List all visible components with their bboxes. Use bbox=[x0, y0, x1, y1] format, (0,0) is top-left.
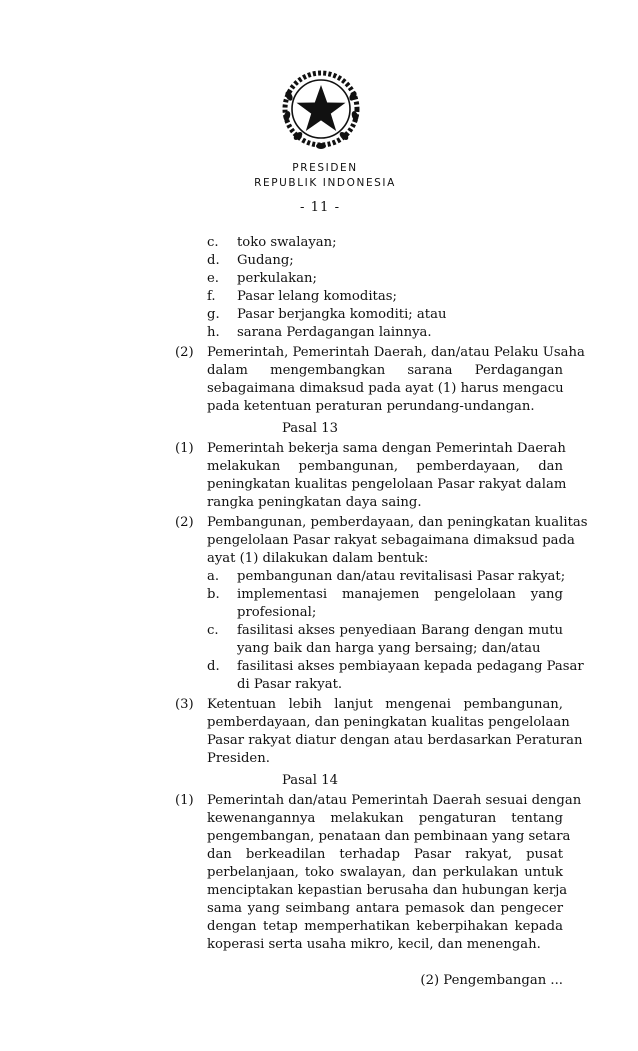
paragraph-label: (2) bbox=[175, 515, 194, 530]
list-item-text: Gudang; bbox=[237, 253, 294, 268]
page-number: - 11 - bbox=[299, 200, 341, 215]
paragraph-line: sebagaimana dimaksud pada ayat (1) harus mengacu bbox=[207, 381, 564, 396]
paragraph-line: dan berkeadilan terhadap Pasar rakyat, pusat bbox=[207, 847, 563, 862]
paragraph-line: pemberdayaan, dan peningkatan kualitas pengelolaan bbox=[207, 715, 570, 730]
paragraph-line: koperasi serta usaha mikro, kecil, dan menengah. bbox=[207, 937, 541, 952]
paragraph-line: ayat (1) dilakukan dalam bentuk: bbox=[207, 551, 429, 566]
paragraph-line: Pembangunan, pemberdayaan, dan peningkatan kualitas bbox=[207, 515, 588, 530]
list-item-label: g. bbox=[207, 307, 220, 322]
list-item-label: h. bbox=[207, 325, 220, 340]
list-item-text: yang baik dan harga yang bersaing; dan/atau bbox=[237, 641, 541, 656]
paragraph-line: dalam mengembangkan sarana Perdagangan bbox=[207, 363, 563, 378]
paragraph-label: (2) bbox=[175, 345, 194, 360]
paragraph-line: pengelolaan Pasar rakyat sebagaimana dimaksud pada bbox=[207, 533, 575, 548]
paragraph-line: perbelanjaan, toko swalayan, dan perkulakan untuk bbox=[207, 865, 563, 880]
state-emblem-icon bbox=[278, 66, 364, 152]
paragraph-line: peningkatan kualitas pengelolaan Pasar rakyat dalam bbox=[207, 477, 567, 492]
paragraph-label: (3) bbox=[175, 697, 194, 712]
list-item-label: a. bbox=[207, 569, 220, 584]
paragraph-line: pada ketentuan peraturan perundang-undangan. bbox=[207, 399, 535, 414]
list-item-label: c. bbox=[207, 623, 219, 638]
list-item-text: implementasi manajemen pengelolaan yang bbox=[237, 587, 563, 602]
paragraph-line: Pemerintah, Pemerintah Daerah, dan/atau Pelaku Usaha bbox=[207, 345, 585, 360]
seal-title-line2: REPUBLIK INDONESIA bbox=[254, 177, 396, 189]
list-item-text: pembangunan dan/atau revitalisasi Pasar rakyat; bbox=[237, 569, 566, 584]
paragraph-line: Presiden. bbox=[207, 751, 270, 766]
seal-title-line1: PRESIDEN bbox=[292, 162, 358, 174]
paragraph-line: pengembangan, penataan dan pembinaan yang setara bbox=[207, 829, 571, 844]
list-item-text: di Pasar rakyat. bbox=[237, 677, 343, 692]
paragraph-label: (1) bbox=[175, 793, 194, 808]
paragraph-line: Pemerintah bekerja sama dengan Pemerintah Daerah bbox=[207, 441, 566, 456]
paragraph-line: Ketentuan lebih lanjut mengenai pembangunan, bbox=[207, 697, 563, 712]
paragraph-line: Pemerintah dan/atau Pemerintah Daerah sesuai dengan bbox=[207, 793, 582, 808]
list-item-text: profesional; bbox=[237, 605, 317, 620]
list-item-label: e. bbox=[207, 271, 219, 286]
list-item-label: f. bbox=[207, 289, 216, 304]
list-item-label: d. bbox=[207, 659, 220, 674]
list-item-label: b. bbox=[207, 587, 220, 602]
list-item-text: fasilitasi akses pembiayaan kepada pedagang Pasar bbox=[237, 659, 584, 674]
list-item-text: fasilitasi akses penyediaan Barang dengan mutu bbox=[237, 623, 563, 638]
paragraph-line: sama yang seimbang antara pemasok dan pengecer bbox=[207, 901, 563, 916]
list-item-text: perkulakan; bbox=[237, 271, 317, 286]
list-item-label: d. bbox=[207, 253, 220, 268]
list-item-text: Pasar lelang komoditas; bbox=[237, 289, 397, 304]
paragraph-line: melakukan pembangunan, pemberdayaan, dan bbox=[207, 459, 563, 474]
article-heading: Pasal 13 bbox=[282, 421, 338, 436]
paragraph-line: menciptakan kepastian berusaha dan hubungan kerja bbox=[207, 883, 568, 898]
list-item-text: Pasar berjangka komoditi; atau bbox=[237, 307, 447, 322]
paragraph-label: (1) bbox=[175, 441, 194, 456]
paragraph-line: dengan tetap memperhatikan keberpihakan kepada bbox=[207, 919, 563, 934]
paragraph-line: rangka peningkatan daya saing. bbox=[207, 495, 422, 510]
list-item-label: c. bbox=[207, 235, 219, 250]
list-item-text: sarana Perdagangan lainnya. bbox=[237, 325, 432, 340]
continuation-note: (2) Pengembangan ... bbox=[420, 973, 563, 988]
paragraph-line: kewenangannya melakukan pengaturan tentang bbox=[207, 811, 563, 826]
list-item-text: toko swalayan; bbox=[237, 235, 337, 250]
article-heading: Pasal 14 bbox=[282, 773, 338, 788]
paragraph-line: Pasar rakyat diatur dengan atau berdasarkan Peraturan bbox=[207, 733, 583, 748]
